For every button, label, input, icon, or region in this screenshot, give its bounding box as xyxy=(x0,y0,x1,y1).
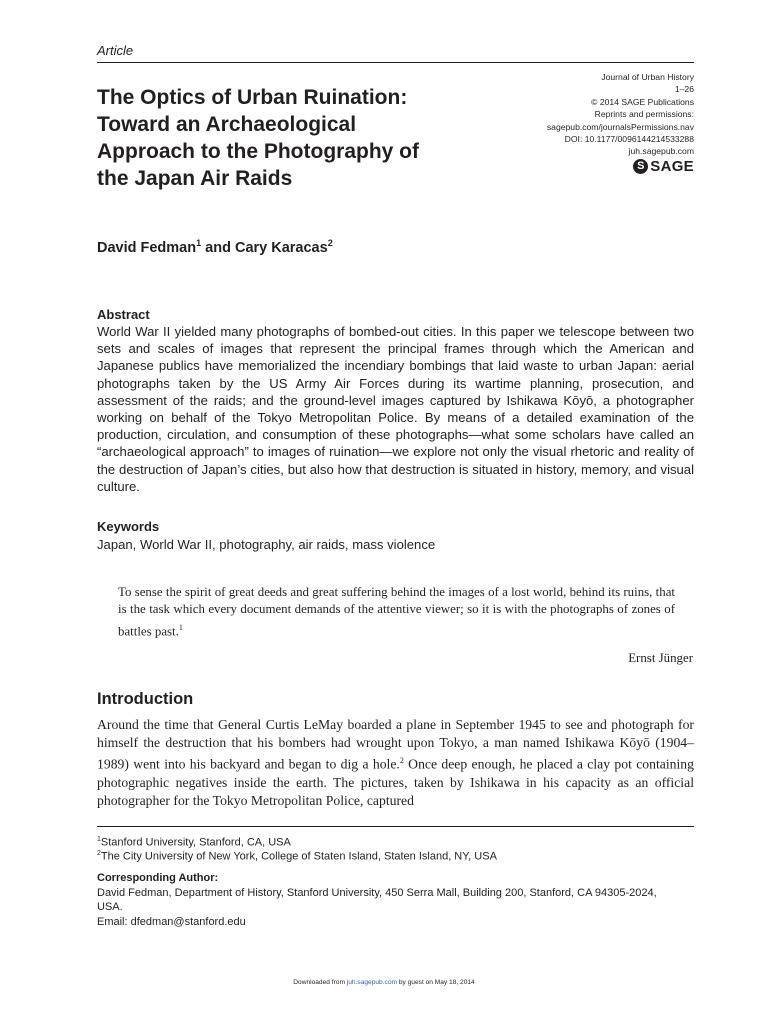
affiliation-mark: 1 xyxy=(97,836,101,843)
footnote-mark[interactable]: 2 xyxy=(399,756,404,766)
keywords-text: Japan, World War II, photography, air raids, mass violence xyxy=(97,537,436,552)
footnote-mark[interactable]: 1 xyxy=(178,622,183,632)
corresponding-country: USA. xyxy=(97,901,123,914)
download-notice xyxy=(0,979,768,986)
header-rule xyxy=(97,62,694,63)
title-line: Toward an Archaeological xyxy=(97,113,357,136)
affiliation-mark: 2 xyxy=(97,850,101,857)
doi: DOI: 10.1177/0096144214533288 xyxy=(564,134,694,145)
abstract-text: World War II yielded many photographs of bombed-out cities. In this paper we telescope between two sets and scales of images that represent the principal frames through which the American and Japanese publics have memorialized the incendiary bombings that laid waste to urban Japan: aerial photographs taken by the US Army Air Forces during its wartime planning, prosecution, and assessment of the raids; and the ground-level images captured by Ishikawa Kōyō, a photographer working on behalf of the Tokyo Metropolitan Police. By means of a detailed examination of the production, circulation, and consumption of these photographs—what some scholars have called an “archaeological approach” to images of ruination—we explore not only the visual rhetoric and reality of the destruction of Japan’s cities, but also how that destruction is situated in history, memory, and visual culture. xyxy=(97,324,694,494)
sage-logo-mark: S xyxy=(633,159,648,174)
affiliation-text: The City University of New York, College of Staten Island, Staten Island, NY, USA xyxy=(100,850,497,863)
epigraph-author: Ernst Jünger xyxy=(628,651,693,665)
journal-url[interactable]: juh.sagepub.com xyxy=(628,146,694,157)
epigraph-text: To sense the spirit of great deeds and great suffering behind the images of a lost world, behind its ruins, that is the task which every document demands of the attentive viewer; so it is with the photographs of zones of battles past. xyxy=(118,585,675,638)
corresponding-address: David Fedman, Department of History, Stanford University, 450 Serra Mall, Building 200, Stanford, CA 94305-2024, xyxy=(97,887,657,899)
paper-title xyxy=(97,84,517,192)
download-prefix: Downloaded from xyxy=(293,979,347,986)
reprints-label: Reprints and permissions: xyxy=(594,109,694,120)
title-line: The Optics of Urban Ruination: xyxy=(97,86,408,109)
download-link[interactable]: juh.sagepub.com xyxy=(346,979,398,986)
author-conjunction: and xyxy=(201,239,235,256)
copyright: © 2014 SAGE Publications xyxy=(591,96,694,107)
intro-text-part: Around the time that General Curtis LeMay boarded a plane in September 1945 to see and photograph for himself the destruction that his bombers had wrought upon Tokyo, a man named Ishikawa Kōyō (1904–1989) went into his backyard and began to dig a hole. xyxy=(97,717,694,772)
article-type-label: Article xyxy=(97,43,134,58)
journal-name: Journal of Urban History xyxy=(601,72,694,82)
sage-logo-wordmark: SAGE xyxy=(650,158,694,175)
affiliation-mark: 2 xyxy=(327,238,333,248)
download-suffix: by guest on May 18, 2014 xyxy=(397,979,475,986)
epigraph xyxy=(118,584,675,640)
keywords-heading: Keywords xyxy=(97,519,160,534)
corresponding-email[interactable]: Email: dfedman@stanford.edu xyxy=(97,915,246,928)
page-range: 1–26 xyxy=(674,84,694,95)
author-name: David Fedman xyxy=(97,239,197,256)
abstract-heading: Abstract xyxy=(97,307,150,322)
title-line: the Japan Air Raids xyxy=(97,167,293,190)
author-list xyxy=(97,238,333,256)
affiliation-text: Stanford University, Stanford, CA, USA xyxy=(100,836,291,849)
affiliation-mark: 1 xyxy=(196,238,202,248)
footnote-rule xyxy=(97,826,694,827)
sage-logo xyxy=(633,158,694,175)
section-heading-introduction: Introduction xyxy=(97,690,194,708)
author-name: Cary Karacas xyxy=(234,239,328,256)
title-line: Approach to the Photography of xyxy=(97,140,419,163)
affiliation-note xyxy=(97,836,291,849)
affiliation-note xyxy=(97,850,497,863)
introduction-paragraph xyxy=(97,716,694,810)
corresponding-author-heading: Corresponding Author: xyxy=(97,872,219,884)
corresponding-author-details xyxy=(97,886,694,929)
permissions-link[interactable]: sagepub.com/journalsPermissions.nav xyxy=(546,121,694,132)
journal-info xyxy=(547,71,694,158)
intro-text-part: Once deep enough, he placed a clay pot containing photographic negatives inside the earth. The pictures, taken by Ishikawa in his capacity as an official photographer for the Tokyo Metropolitan Police, captured xyxy=(97,756,694,808)
